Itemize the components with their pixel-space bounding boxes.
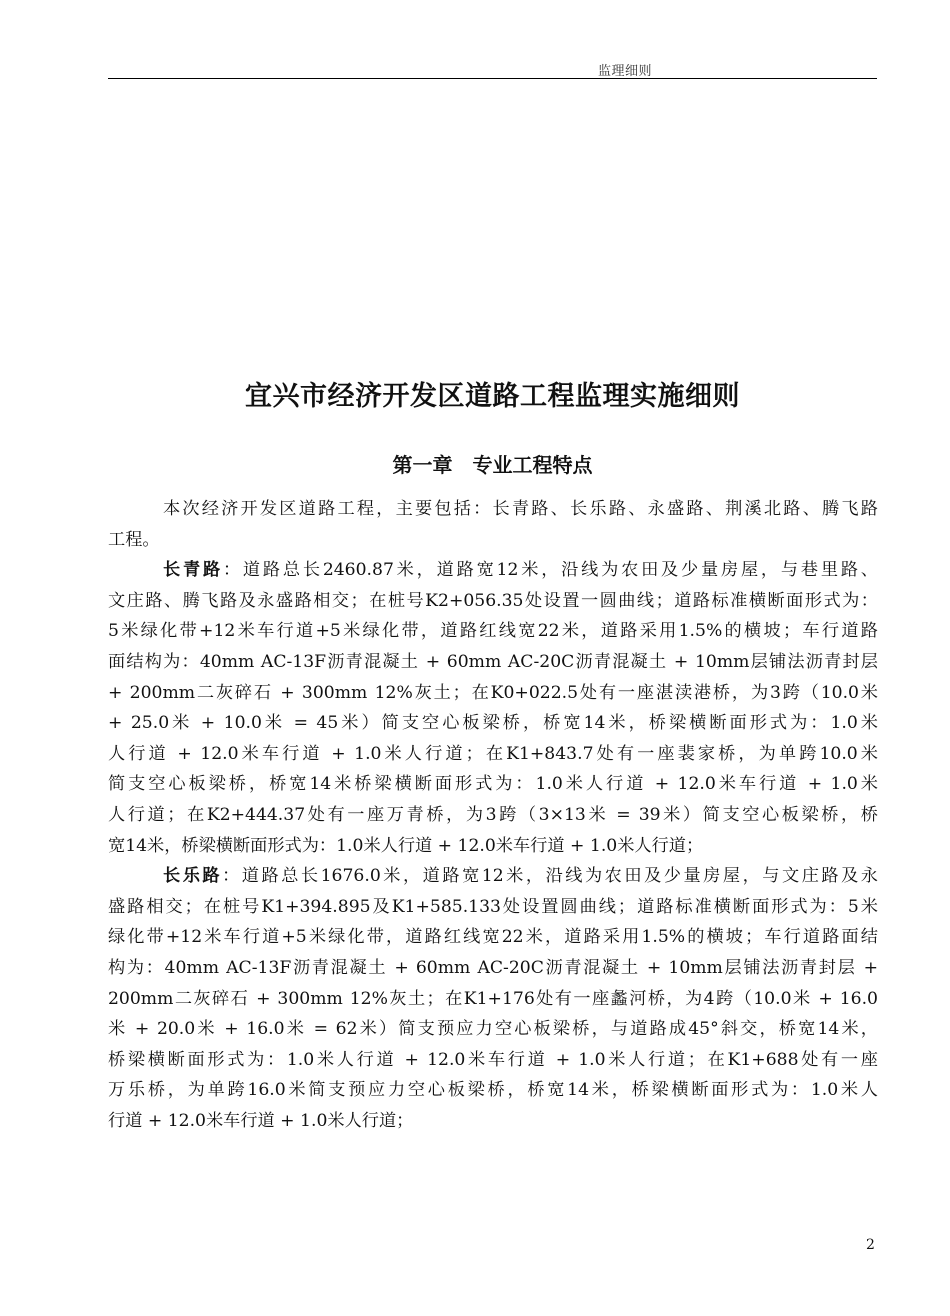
road-name-changle: 长乐路 bbox=[163, 866, 223, 887]
intro-paragraph bbox=[108, 494, 878, 555]
running-header: 监理细则 bbox=[598, 64, 653, 79]
paragraph-line: 工程。 bbox=[108, 529, 160, 550]
paragraph-line: 米 + 20.0米 + 16.0米 = 62米）简支预应力空心板梁桥，与道路成45°斜交，桥宽14米， bbox=[108, 1019, 878, 1040]
document-body bbox=[108, 494, 878, 1136]
paragraph-line: 200mm二灰碎石 + 300mm 12%灰土；在K1+176处有一座蠡河桥，为4跨（10.0米 + 16.0 bbox=[108, 988, 878, 1009]
paragraph-line: 人行道 + 12.0米车行道 + 1.0米人行道；在K1+843.7处有一座裴家桥，为单跨10.0米 bbox=[108, 743, 878, 764]
paragraph-line: + 200mm二灰碎石 + 300mm 12%灰土；在K0+022.5处有一座湛渎港桥，为3跨（10.0米 bbox=[108, 682, 878, 703]
paragraph-text: ：道路总长2460.87米，道路宽12米，沿线为农田及少量房屋，与巷里路、 bbox=[222, 560, 878, 581]
paragraph-text: ：道路总长1676.0米，道路宽12米，沿线为农田及少量房屋，与文庄路及永 bbox=[222, 866, 878, 887]
paragraph-line: 宽14米，桥梁横断面形式为：1.0米人行道 + 12.0米车行道 + 1.0米人行道； bbox=[108, 835, 704, 856]
paragraph-line: 行道 + 12.0米车行道 + 1.0米人行道； bbox=[108, 1110, 414, 1131]
paragraph-line bbox=[108, 861, 878, 892]
paragraph-line: 文庄路、腾飞路及永盛路相交；在桩号K2+056.35处设置一圆曲线；道路标准横断面形式为： bbox=[108, 590, 878, 611]
paragraph-line: 万乐桥，为单跨16.0米简支预应力空心板梁桥，桥宽14米，桥梁横断面形式为：1.0米人 bbox=[108, 1080, 878, 1101]
page-number: 2 bbox=[866, 1237, 875, 1253]
paragraph-line: + 25.0米 + 10.0米 = 45米）简支空心板梁桥，桥宽14米，桥梁横断面形式为：1.0米 bbox=[108, 713, 878, 734]
document-title: 宜兴市经济开发区道路工程监理实施细则 bbox=[245, 381, 740, 412]
road-name-changqing: 长青路 bbox=[163, 560, 223, 581]
paragraph-line: 桥梁横断面形式为：1.0米人行道 + 12.0米车行道 + 1.0米人行道；在K1+688处有一座 bbox=[108, 1049, 878, 1070]
paragraph-line: 人行道；在K2+444.37处有一座万青桥，为3跨（3×13米 = 39米）简支空心板梁桥，桥 bbox=[108, 804, 878, 825]
paragraph-line: 简支空心板梁桥，桥宽14米桥梁横断面形式为：1.0米人行道 + 12.0米车行道 + 1.0米 bbox=[108, 774, 878, 795]
header-divider bbox=[108, 78, 877, 79]
paragraph-line: 本次经济开发区道路工程，主要包括：长青路、长乐路、永盛路、荆溪北路、腾飞路 bbox=[163, 499, 878, 519]
paragraph-line bbox=[108, 555, 878, 586]
paragraph-line: 构为：40mm AC-13F沥青混凝土 + 60mm AC-20C沥青混凝土 + 10mm层铺法沥青封层 + bbox=[108, 957, 878, 978]
chapter-title: 第一章 专业工程特点 bbox=[392, 453, 593, 477]
paragraph-line: 面结构为：40mm AC-13F沥青混凝土 + 60mm AC-20C沥青混凝土 + 10mm层铺法沥青封层 bbox=[108, 651, 878, 672]
paragraph-line: 5米绿化带+12米车行道+5米绿化带，道路红线宽22米，道路采用1.5%的横坡；车行道路 bbox=[108, 621, 878, 642]
paragraph-line: 绿化带+12米车行道+5米绿化带，道路红线宽22米，道路采用1.5%的横坡；车行道路面结 bbox=[108, 927, 878, 948]
changle-road-paragraph bbox=[108, 861, 878, 1136]
paragraph-line: 盛路相交；在桩号K1+394.895及K1+585.133处设置圆曲线；道路标准横断面形式为：5米 bbox=[108, 896, 878, 917]
changqing-road-paragraph bbox=[108, 555, 878, 861]
